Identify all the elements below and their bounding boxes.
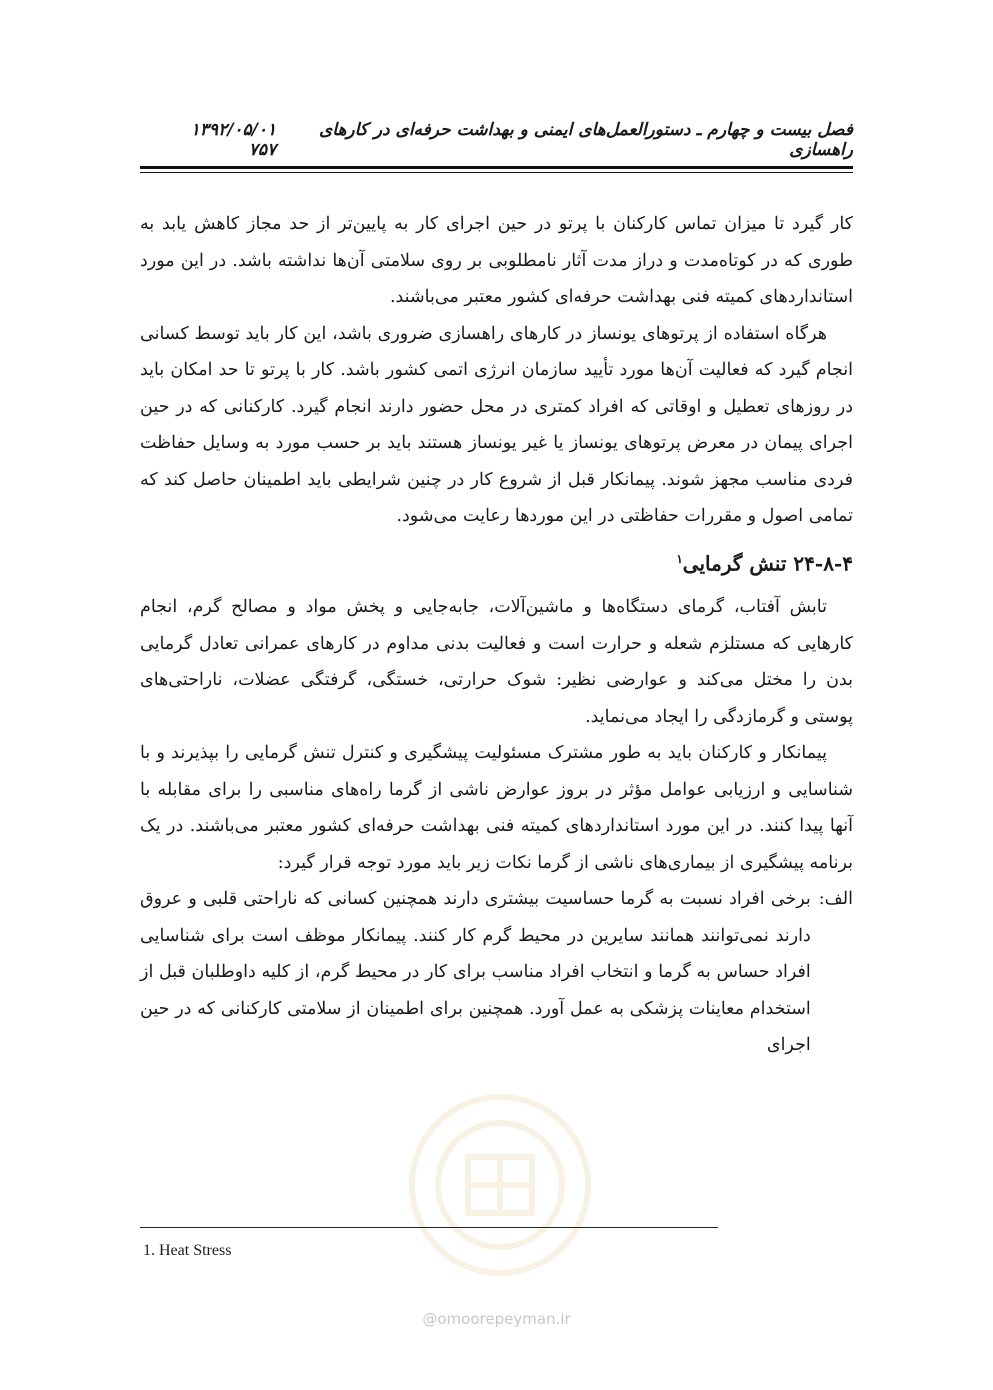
footnote-reference: ۱ bbox=[676, 551, 683, 566]
list-item bbox=[140, 881, 853, 1064]
paragraph: هرگاه استفاده از پرتوهای یونساز در کارهای راهسازی ضروری باشد، این کار باید توسط کسانی انجام گیرد که فعالیت آن‌ها مورد تأیید سازمان انرژی اتمی کشور باشد. کار با پرتو تا حد امکان باید در روزهای تعطیل و اوقاتی که افراد کمتری در محل حضور دارند انجام گیرد. کارکنانی که در حین اجرای پیمان در معرض پرتوهای یونساز یا غیر یونساز هستند باید بر حسب مورد به وسایل حفاظت فردی مناسب مجهز شوند. پیمانکار قبل از شروع کار در چنین شرایطی باید اطمینان حاصل کند که تمامی اصول و مقررات حفاظتی در این موردها رعایت می‌شود. bbox=[140, 323, 853, 526]
header-rule-thick bbox=[140, 166, 853, 169]
list-item-text: برخی افراد نسبت به گرما حساسیت بیشتری دارند همچنین کسانی که ناراحتی قلبی و عروق دارند نمی‌توانند همانند سایرین در محیط گرم کار کنند. پیمانکار موظف است برای شناسایی افراد حساس به گرما و انتخاب افراد مناسب برای کار در محیط گرم، از کلیه داوطلبان قبل از استخدام معاینات پزشکی به عمل آورد. همچنین برای اطمینان از سلامتی کارکنانی که در حین اجرای bbox=[140, 889, 811, 1056]
paragraph: پیمانکار و کارکنان باید به طور مشترک مسئولیت پیشگیری و کنترل تنش گرمایی را بپذیرند و با شناسایی و ارزیابی عوامل مؤثر در بروز عوارض ناشی از گرما راه‌های مناسبی را برای مقابله با آنها پیدا کنند. در این مورد استانداردهای کمیته فنی بهداشت حرفه‌ای کشور معتبر می‌باشند. در یک برنامه پیشگیری از بیماری‌های ناشی از گرما نکات زیر باید مورد توجه قرار گیرد: bbox=[140, 743, 853, 873]
running-header bbox=[140, 120, 853, 160]
paragraph: تابش آفتاب، گرمای دستگاه‌ها و ماشین‌آلات، جابه‌جایی و پخش مواد و مصالح گرم، انجام کارهایی که مستلزم شعله و حرارت است و فعالیت بدنی مداوم در کارهای عمرانی تعادل گرمایی بدن را مختل می‌کند و عوارضی نظیر: شوک حرارتی، خستگی، گرفتگی عضلات، ناراحتی‌های پوستی و گرمازدگی را ایجاد می‌نماید. bbox=[140, 597, 853, 727]
header-meta bbox=[140, 120, 276, 160]
header-rule-thin bbox=[140, 172, 853, 173]
section-heading-text: ۲۴-۸-۴ تنش گرمایی bbox=[682, 551, 853, 576]
watermark-site: @omoorepeyman.ir bbox=[422, 1310, 571, 1328]
footnote: 1. Heat Stress bbox=[143, 1242, 232, 1259]
page-number: ۷۵۷ bbox=[248, 140, 277, 160]
page-body bbox=[140, 206, 853, 1064]
footnote-rule bbox=[140, 1227, 718, 1228]
paragraph: کار گیرد تا میزان تماس کارکنان با پرتو در حین اجرای کار به پایین‌تر از حد مجاز کاهش یابد به طوری که در کوتاه‌مدت و دراز مدت آثار نامطلوبی بر روی سلامتی آن‌ها نداشته باشد. در این مورد استانداردهای کمیته فنی بهداشت حرفه‌ای کشور معتبر می‌باشند. bbox=[140, 214, 853, 307]
list-item-marker: الف: bbox=[818, 889, 853, 910]
watermark-logo bbox=[400, 1085, 600, 1285]
header-title: فصل بیست و چهارم ـ دستورالعمل‌های ایمنی و بهداشت حرفه‌ای در کارهای راهسازی bbox=[318, 120, 853, 160]
header-date: ۱۳۹۲/۰۵/۰۱ bbox=[190, 120, 277, 140]
section-heading bbox=[140, 541, 853, 582]
